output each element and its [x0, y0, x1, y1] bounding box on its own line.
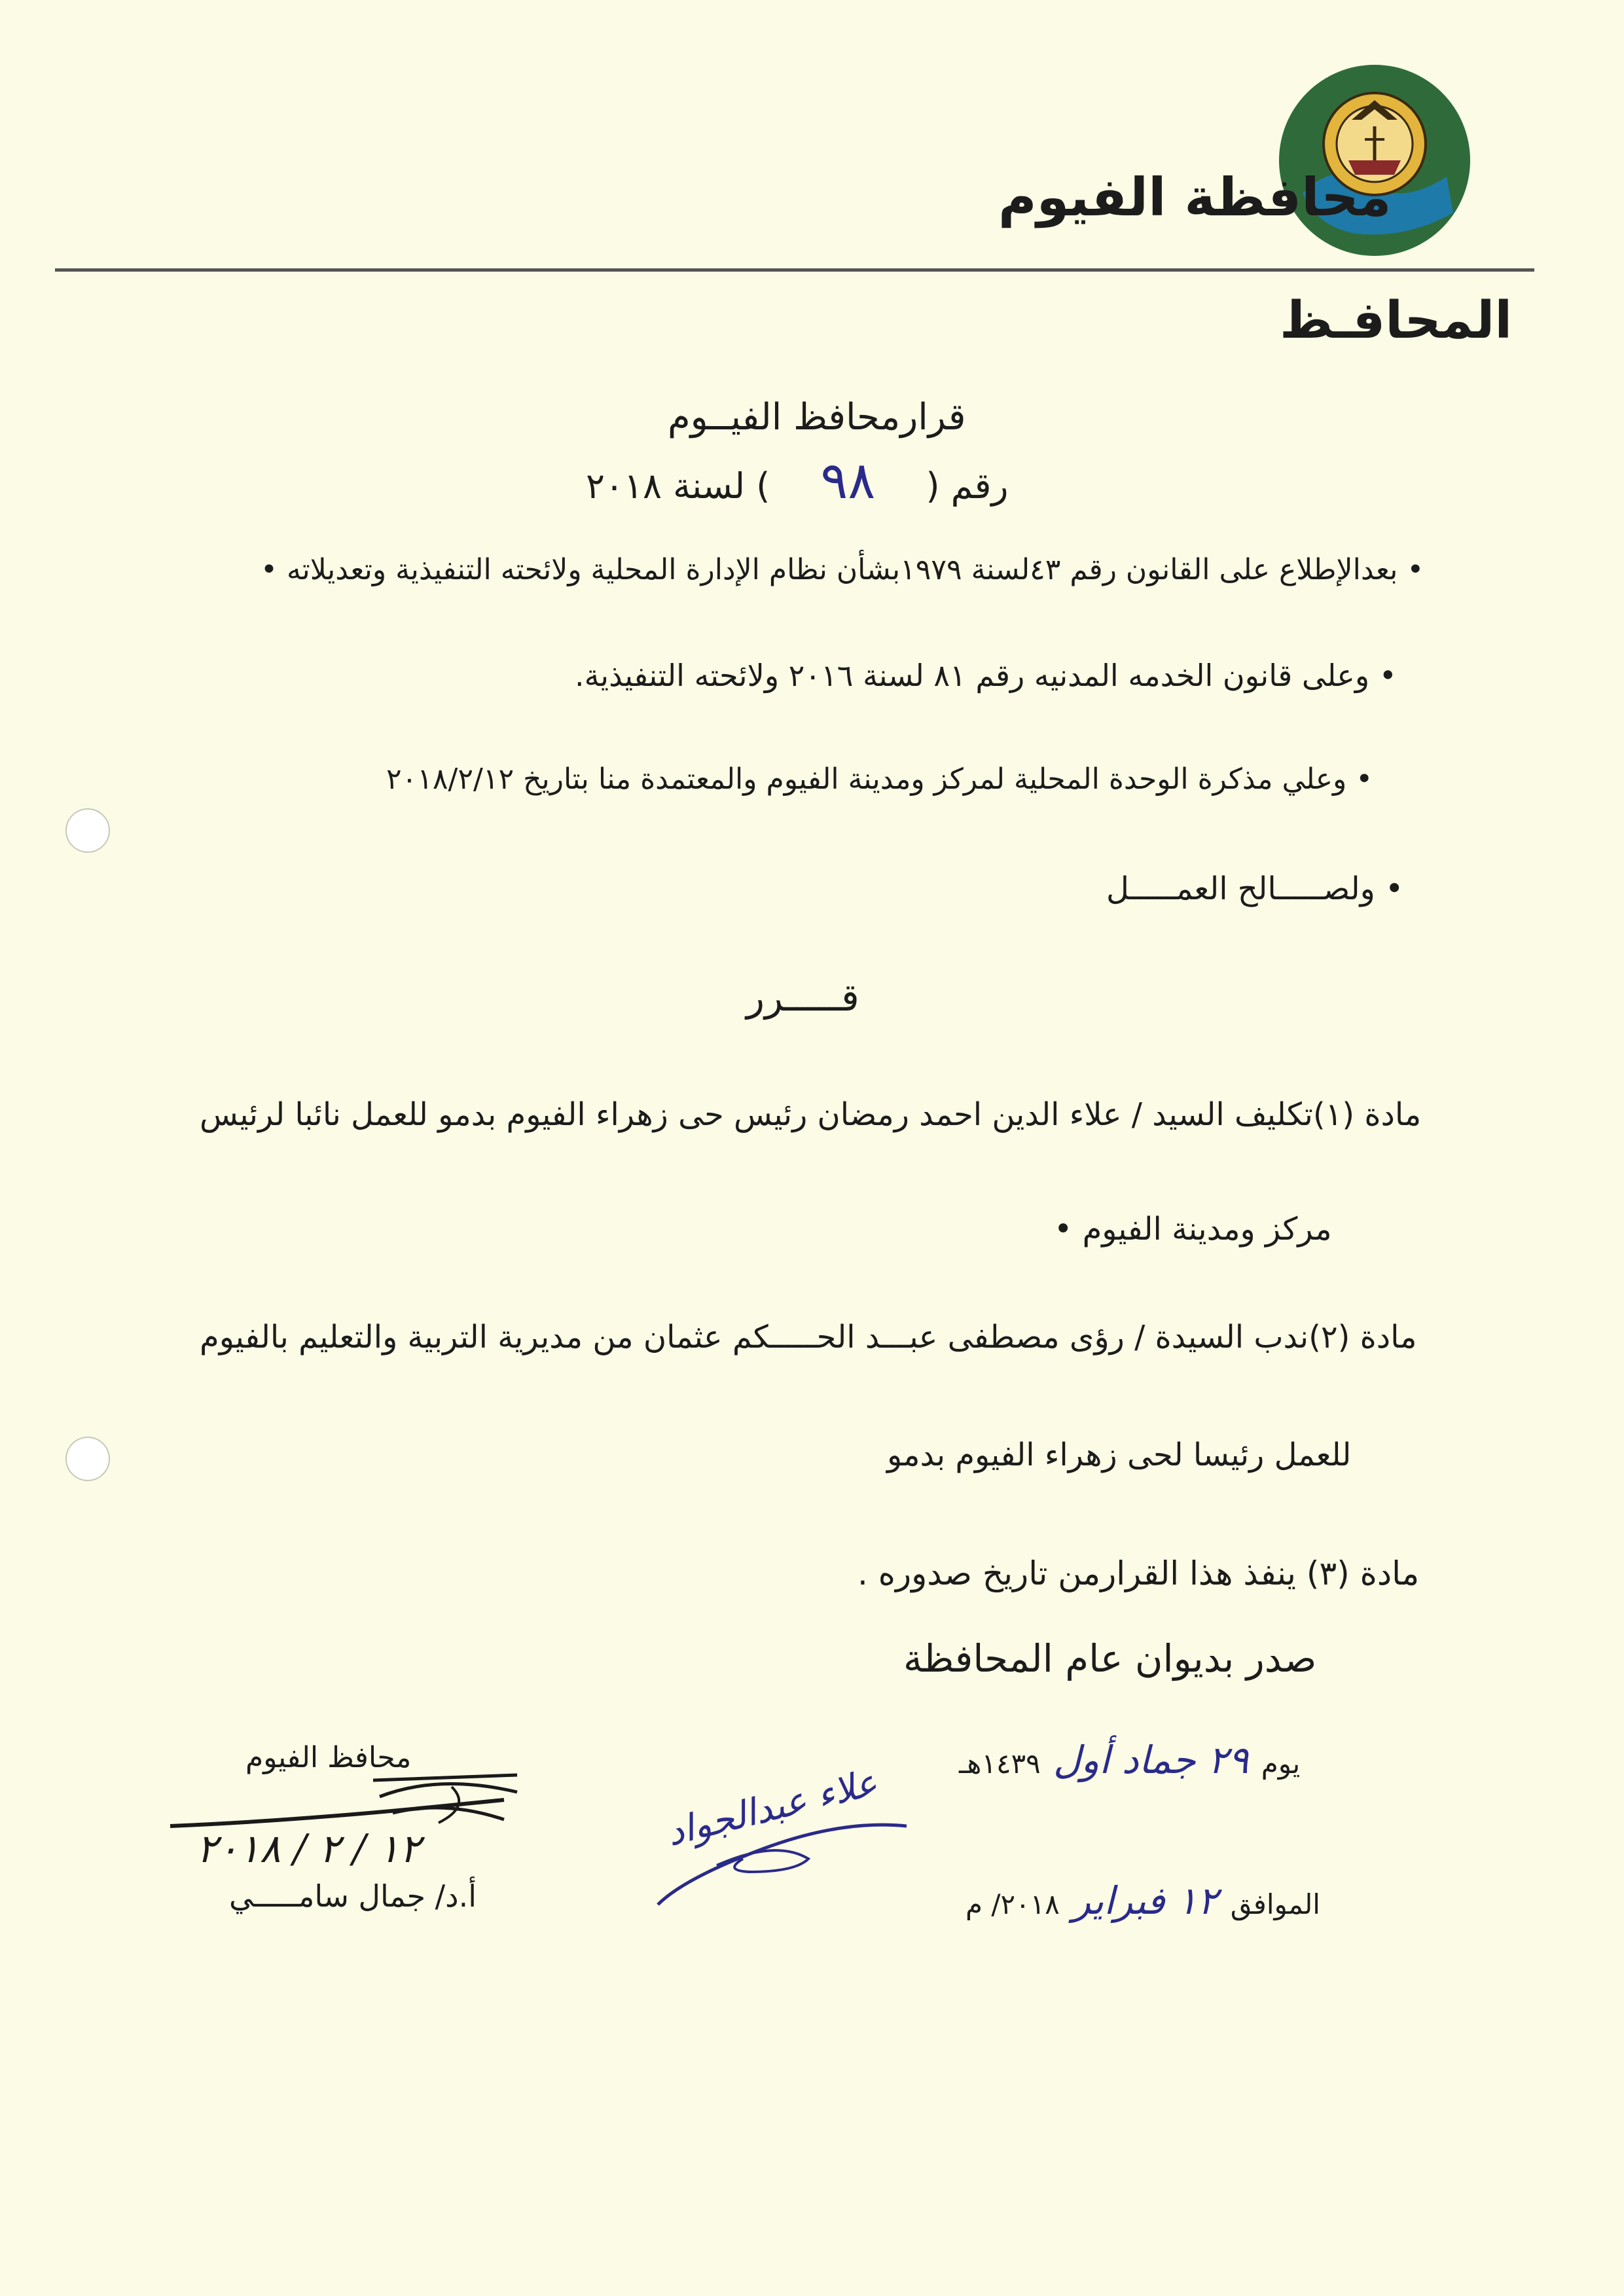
- middle-signature-stroke-icon: [645, 1787, 920, 1911]
- issued-statement: صدر بديوان عام المحافظة: [903, 1636, 1317, 1681]
- header-divider: [55, 268, 1534, 272]
- gregorian-date-prefix: الموافق: [1230, 1888, 1320, 1920]
- punch-hole-top: [65, 808, 110, 853]
- article-2-line-1: مادة (٢)ندب السيدة / رؤى مصطفى عبـــد الحـــــكم عثمان من مديرية التربية والتعليم بالفيوم: [200, 1319, 1417, 1355]
- decision-heading: قـــــرر: [746, 975, 859, 1020]
- gregorian-date: [965, 1878, 1320, 1923]
- decree-number-prefix: رقم (: [926, 465, 1009, 507]
- article-3: مادة (٣) ينفذ هذا القرارمن تاريخ صدوره .: [857, 1554, 1420, 1592]
- hijri-date: [959, 1738, 1300, 1782]
- office-title: المحافـظ: [1280, 291, 1513, 350]
- article-1-line-1: مادة (١)تكليف السيد / علاء الدين احمد رمضان رئيس حى زهراء الفيوم بدمو للعمل نائبا لرئيس: [200, 1096, 1422, 1133]
- signatory-title: محافظ الفيوم: [245, 1741, 412, 1774]
- preamble-4: • ولصـــــالح العمـــــل: [1106, 870, 1404, 907]
- preamble-2: • وعلى قانون الخدمه المدنيه رقم ٨١ لسنة ٢٠١٦ ولائحته التنفيذية.: [575, 658, 1397, 693]
- decree-title: قرارمحافظ الفيــوم: [668, 396, 966, 439]
- decree-number-handwritten: ٩٨: [820, 452, 876, 511]
- signatory-date-handwritten: ١٢ / ٢ / ٢٠١٨: [196, 1826, 421, 1872]
- gregorian-date-handwritten: ١٢ فبراير: [1072, 1878, 1218, 1923]
- hijri-date-prefix: يوم: [1261, 1748, 1301, 1780]
- signatory-name: أ.د/ جمال سامـــــي: [229, 1878, 477, 1914]
- article-2-line-2: للعمل رئيسا لحى زهراء الفيوم بدمو: [887, 1437, 1352, 1473]
- governorate-name: محافظة الفيوم: [998, 167, 1392, 228]
- punch-hole-bottom: [65, 1437, 110, 1481]
- gregorian-date-suffix: ٢٠١٨/ م: [965, 1888, 1060, 1920]
- decree-number-suffix: ) لسنة ٢٠١٨: [586, 465, 770, 507]
- decree-number-line: [586, 452, 1009, 511]
- article-1-line-2: مركز ومدينة الفيوم •: [1054, 1211, 1332, 1247]
- hijri-date-suffix: ١٤٣٩هـ: [959, 1748, 1041, 1780]
- preamble-3: • وعلي مذكرة الوحدة المحلية لمركز ومدينة الفيوم والمعتمدة منا بتاريخ ٢٠١٨/٢/١٢: [386, 762, 1373, 796]
- hijri-date-handwritten: ٢٩ جماد أول: [1053, 1738, 1249, 1782]
- preamble-1: • بعدالإطلاع على القانون رقم ٤٣لسنة ١٩٧٩بشأن نظام الإدارة المحلية ولائحته التنفيذية وتعديلاته •: [261, 553, 1424, 586]
- middle-signature-text: علاء عبدالجواد: [662, 1761, 882, 1855]
- governorate-seal-icon: [1276, 62, 1473, 259]
